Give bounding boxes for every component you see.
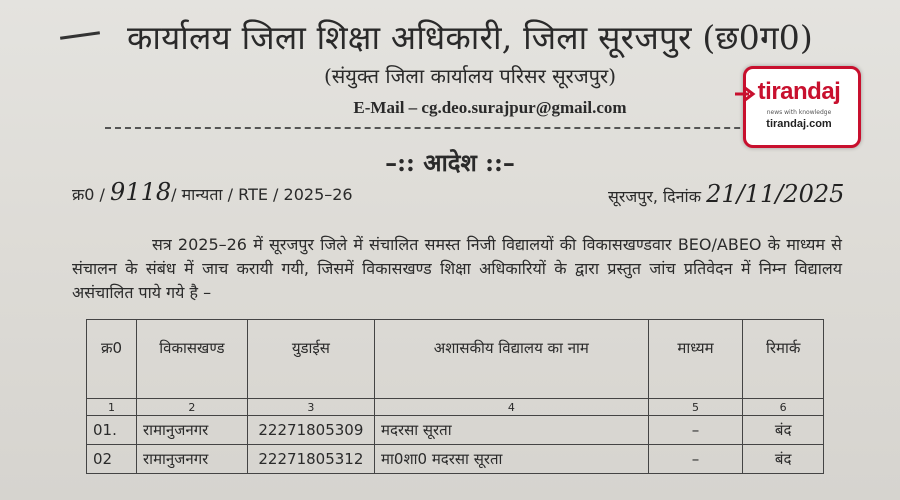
row-medium: – <box>648 416 743 445</box>
pen-dash-mark <box>60 31 100 40</box>
row-block: रामानुजनगर <box>137 445 248 474</box>
office-subtitle: (संयुक्त जिला कार्यालय परिसर सूरजपुर) <box>323 64 616 88</box>
row-block: रामानुजनगर <box>137 416 248 445</box>
row-udise: 22271805309 <box>247 416 374 445</box>
table-header-row <box>87 320 824 399</box>
logo-url: tirandaj.com <box>766 118 832 130</box>
header-sn: क्र0 <box>87 320 137 399</box>
place-date-line <box>608 180 844 208</box>
row-sn: 01. <box>87 416 137 445</box>
tirandaj-watermark-logo <box>735 62 863 146</box>
column-number: 1 <box>87 399 137 416</box>
order-heading: –:: आदेश ::– <box>385 148 515 177</box>
header-block: विकासखण्ड <box>137 320 248 399</box>
table-row <box>87 416 824 445</box>
header-medium: माध्यम <box>648 320 743 399</box>
header-school-name: अशासकीय विद्यालय का नाम <box>375 320 649 399</box>
reference-number: 9118 <box>110 178 172 206</box>
column-number: 3 <box>247 399 374 416</box>
logo-tagline: news with knowledge <box>766 109 832 116</box>
logo-brand: tirandaj <box>757 78 841 105</box>
table-row <box>87 445 824 474</box>
place-label: सूरजपुर, दिनांक <box>608 187 701 206</box>
row-sn: 02 <box>87 445 137 474</box>
reference-suffix: / मान्यता / RTE / 2025–26 <box>171 185 353 204</box>
reference-prefix: क्र0 / <box>72 185 105 204</box>
column-number: 4 <box>375 399 649 416</box>
row-remark: बंद <box>743 416 824 445</box>
row-school-name: मा0शा0 मदरसा सूरता <box>375 445 649 474</box>
reference-line <box>72 178 353 206</box>
order-date: 21/11/2025 <box>706 180 845 208</box>
order-body-text: सत्र 2025–26 में सूरजपुर जिले में संचालित समस्त निजी विद्यालयों की विकासखण्डवार BEO/ABEO के माध्यम से संचालन के संबंध में जाच करायी गयी, जिसमें विकासखण्ड शिक्षा अधिकारियों के द्वारा प्रस्तुत जांच प्रतिवेदन में निम्न विद्यालय असंचालित पाये गये है – <box>72 235 842 302</box>
header-remark: रिमार्क <box>743 320 824 399</box>
column-number: 5 <box>648 399 743 416</box>
column-number-row <box>87 399 824 416</box>
office-email: E-Mail – cg.deo.surajpur@gmail.com <box>353 98 627 117</box>
column-number: 2 <box>137 399 248 416</box>
row-medium: – <box>648 445 743 474</box>
row-udise: 22271805312 <box>247 445 374 474</box>
row-school-name: मदरसा सूरता <box>375 416 649 445</box>
office-title: कार्यालय जिला शिक्षा अधिकारी, जिला सूरजपुर (छ0ग0) <box>127 18 813 57</box>
row-remark: बंद <box>743 445 824 474</box>
column-number: 6 <box>743 399 824 416</box>
closed-schools-table <box>86 319 824 474</box>
header-udise: युडाईस <box>247 320 374 399</box>
